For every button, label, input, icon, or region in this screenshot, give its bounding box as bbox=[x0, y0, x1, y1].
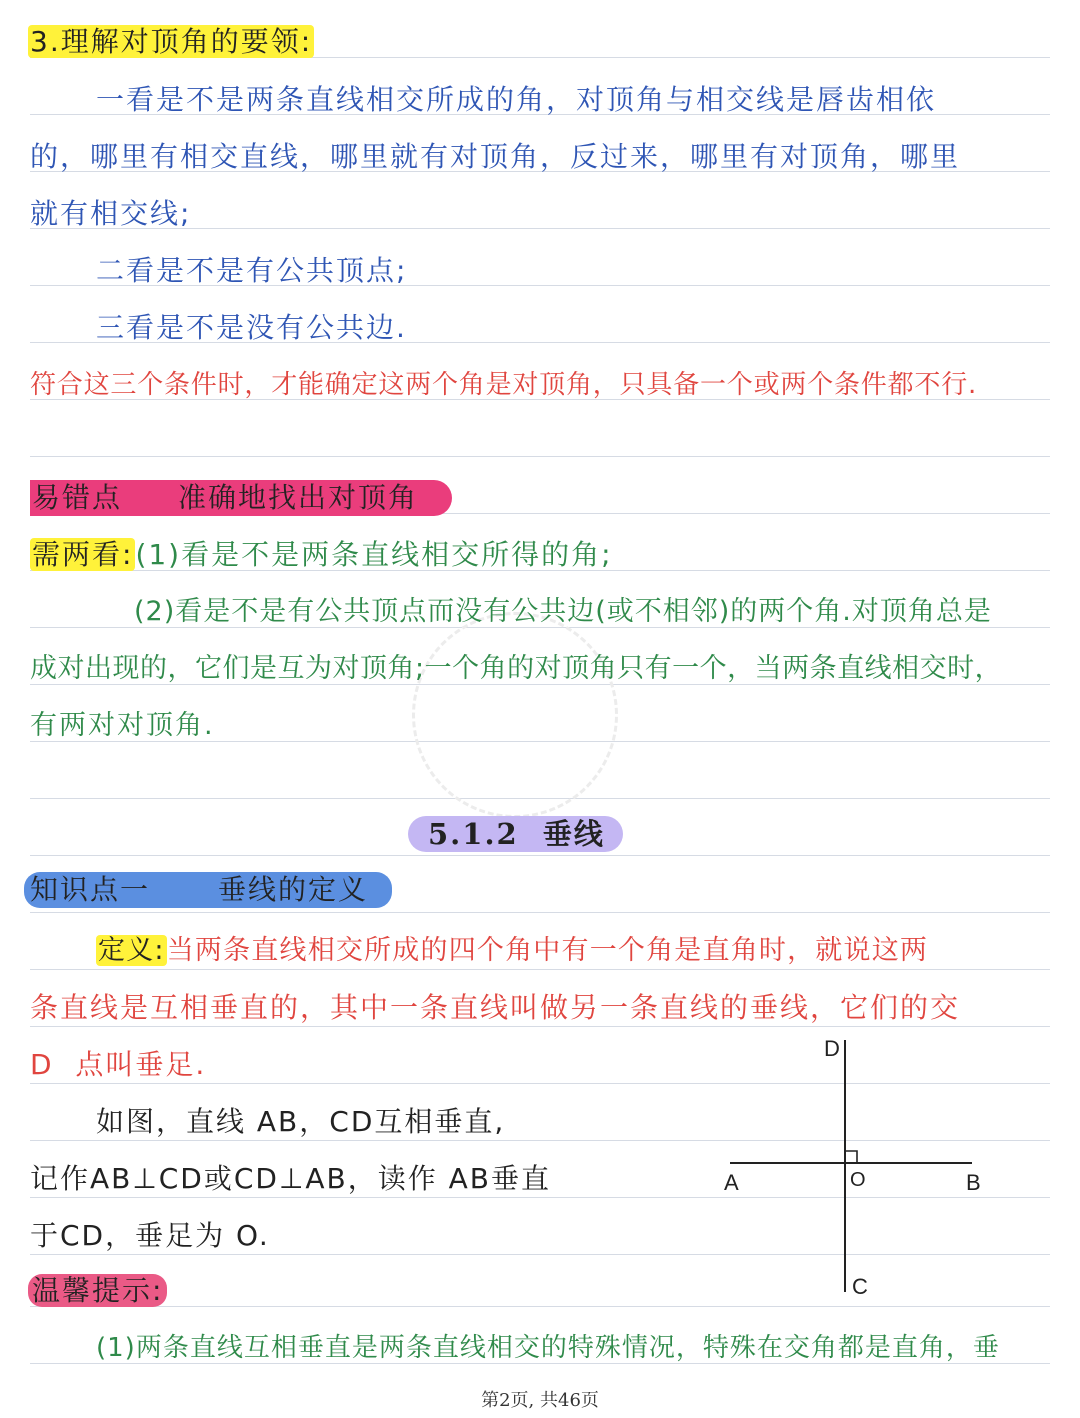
knowledge-point-label: 知识点一 bbox=[30, 873, 151, 906]
paragraph-line: 三看是不是没有公共边. bbox=[96, 311, 407, 344]
example-line: 记作AB⊥CD或CD⊥AB，读作 AB垂直 bbox=[30, 1162, 551, 1195]
definition-line bbox=[96, 933, 928, 969]
paragraph-line: 二看是不是有公共顶点; bbox=[96, 254, 408, 287]
ruled-line bbox=[30, 1026, 1050, 1027]
ruled-line bbox=[30, 456, 1050, 457]
chapter-heading-text: 5.1.2 垂线 bbox=[408, 816, 623, 852]
definition-line: D 点叫垂足. bbox=[30, 1048, 207, 1081]
knowledge-point-title: 垂线的定义 bbox=[218, 873, 369, 906]
example-line: 于CD，垂足为 O. bbox=[30, 1219, 270, 1252]
section-heading bbox=[28, 24, 314, 60]
conclusion-line: 符合这三个条件时，才能确定这两个角是对顶角，只具备一个或两个条件都不行. bbox=[30, 370, 978, 400]
label-b: B bbox=[966, 1170, 981, 1195]
tip-line: (1)两条直线互相垂直是两条直线相交的特殊情况，特殊在交角都是直角，垂 bbox=[96, 1333, 1000, 1363]
definition-label: 定义: bbox=[98, 935, 165, 966]
paragraph-line: 就有相交线; bbox=[30, 197, 192, 230]
label-c: C bbox=[852, 1274, 868, 1299]
ruled-line bbox=[30, 969, 1050, 970]
ruled-line bbox=[30, 855, 1050, 856]
perpendicular-figure bbox=[700, 1030, 1020, 1310]
paragraph-line: (2)看是不是有公共顶点而没有公共边(或不相邻)的两个角.对顶角总是 bbox=[134, 596, 992, 627]
chapter-heading bbox=[408, 816, 623, 852]
paragraph-line: 一看是不是两条直线相交所成的角，对顶角与相交线是唇齿相依 bbox=[96, 83, 937, 116]
watermark-stamp bbox=[412, 612, 618, 818]
mistake-banner bbox=[30, 480, 452, 516]
label-o: O bbox=[850, 1169, 866, 1191]
check-label: 需两看: bbox=[32, 538, 134, 571]
label-d: D bbox=[824, 1036, 840, 1061]
check-text: (1)看是不是两条直线相交所得的角; bbox=[135, 538, 613, 571]
check-line bbox=[30, 537, 613, 573]
definition-text: 当两条直线相交所成的四个角中有一个角是直角时，就说这两 bbox=[166, 935, 929, 966]
page-footer: 第2页, 共46页 bbox=[481, 1390, 599, 1411]
tip-banner bbox=[28, 1273, 167, 1309]
definition-line: 条直线是互相垂直的，其中一条直线叫做另一条直线的垂线，它们的交 bbox=[30, 991, 961, 1024]
tip-label: 温馨提示: bbox=[28, 1274, 167, 1307]
mistake-label: 易错点 bbox=[32, 481, 123, 514]
knowledge-point-banner bbox=[24, 872, 392, 908]
label-a: A bbox=[724, 1170, 739, 1195]
paragraph-line: 有两对对顶角. bbox=[30, 710, 215, 741]
ruled-line bbox=[30, 912, 1050, 913]
example-line: 如图，直线 AB，CD互相垂直, bbox=[96, 1105, 506, 1138]
paragraph-line: 的，哪里有相交直线，哪里就有对顶角，反过来，哪里有对顶角，哪里 bbox=[30, 140, 961, 173]
mistake-title: 准确地找出对顶角 bbox=[178, 481, 419, 514]
right-angle-mark bbox=[845, 1151, 857, 1163]
section-heading-text: 3.理解对顶角的要领: bbox=[30, 25, 313, 58]
paragraph-line: 成对出现的，它们是互为对顶角;一个角的对顶角只有一个，当两条直线相交时， bbox=[30, 653, 1003, 684]
